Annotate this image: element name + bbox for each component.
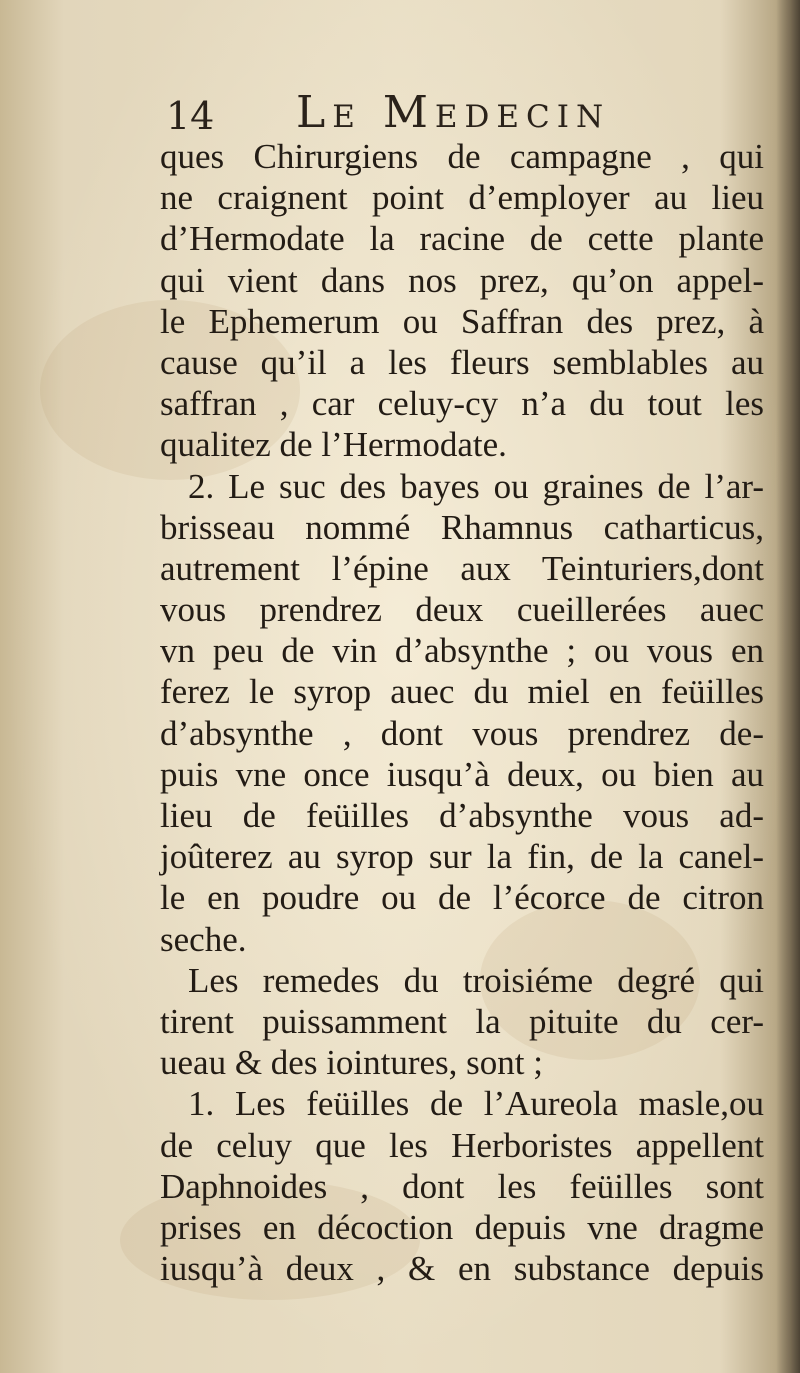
text-line: Daphnoides , dont les feüilles sont	[160, 1166, 764, 1206]
text-line: tirent puissamment la pituite du cer-	[160, 1001, 764, 1041]
text-line: seche.	[160, 919, 247, 959]
text-line: le en poudre ou de l’écorce de citron	[160, 878, 764, 918]
page-number: 14	[166, 94, 215, 138]
text-line: saffran , car celuy-cy n’a du tout les	[160, 384, 764, 424]
text-line: qui vient dans nos prez, qu’on appel-	[160, 260, 764, 300]
text-line: ferez le syrop auec du miel en feüilles	[160, 672, 764, 712]
text-line: vn peu de vin d’absynthe ; ou vous en	[160, 631, 764, 671]
text-line: cause qu’il a les fleurs semblables au	[160, 342, 764, 382]
text-line: le Ephemerum ou Saffran des prez, à	[160, 301, 764, 341]
text-line: iusqu’à deux , & en substance depuis	[160, 1249, 764, 1289]
running-title: Le Medecin	[296, 87, 611, 138]
text-line: ques Chirurgiens de campagne , qui	[160, 137, 764, 176]
body-text	[160, 136, 764, 1289]
text-line: d’Hermodate la racine de cette plante	[160, 219, 764, 259]
text-line: prises en décoction depuis vne dragme	[160, 1207, 764, 1247]
text-line: Les remedes du troisiéme degré qui	[188, 960, 764, 1000]
text-line: qualitez de l’Hermodate.	[160, 425, 507, 465]
text-line: autrement l’épine aux Teinturiers,dont	[160, 548, 764, 588]
page-gutter	[776, 0, 800, 1373]
text-line: 2. Le suc des bayes ou graines de l’ar-	[188, 466, 764, 506]
text-line: 1. Les feüilles de l’Aureola masle,ou	[188, 1084, 764, 1124]
text-line: ueau & des iointures, sont ;	[160, 1043, 544, 1083]
text-line: joûterez au syrop sur la fin, de la canel-	[160, 837, 764, 877]
text-line: vous prendrez deux cueillerées auec	[160, 590, 764, 630]
text-line: lieu de feüilles d’absynthe vous ad-	[160, 796, 764, 835]
text-line: ne craignent point d’employer au lieu	[160, 178, 764, 218]
text-line: brisseau nommé Rhamnus catharticus,	[160, 507, 764, 547]
text-line: d’absynthe , dont vous prendrez de-	[160, 713, 764, 753]
text-line: puis vne once iusqu’à deux, ou bien au	[160, 754, 764, 794]
text-line: de celuy que les Herboristes appellent	[160, 1125, 764, 1165]
